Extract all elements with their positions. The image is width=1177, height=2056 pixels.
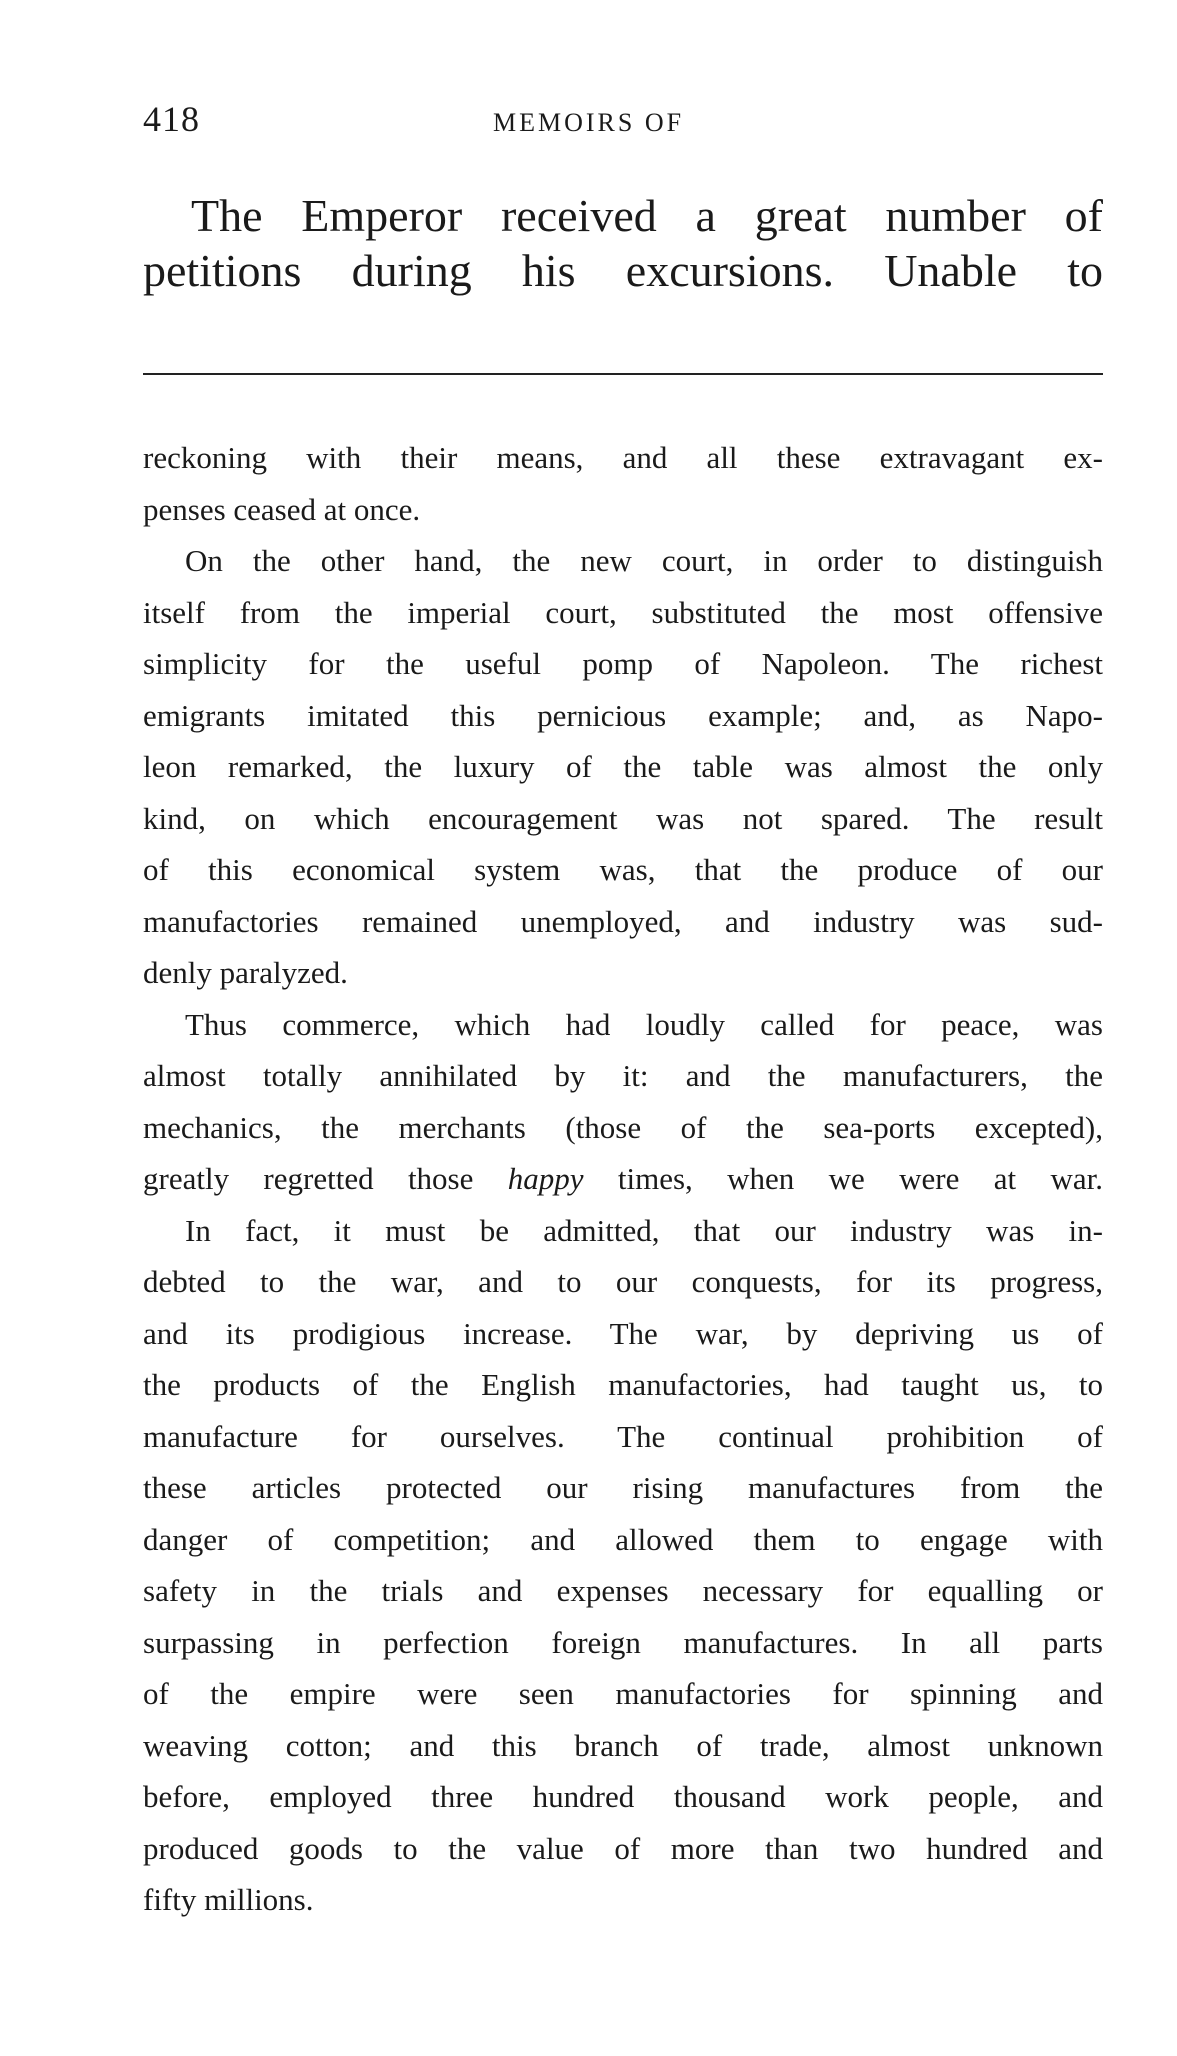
emphasized-word: happy [507,1161,584,1196]
text-line: simplicity for the useful pomp of Napoleon. The richest [143,646,1103,681]
running-head [143,98,1103,138]
text-line: these articles protected our rising manufactures from the [143,1470,1103,1505]
text-line: denly paralyzed. [143,955,348,990]
text-line: Thus commerce, which had loudly called for peace, was [185,1006,1103,1042]
upper-text-block [143,188,1103,298]
text-line: mechanics, the merchants (those of the sea-ports excepted), [143,1109,1103,1145]
lower-text-block [143,432,1103,1926]
text-line: In fact, it must be admitted, that our industry was in- [185,1212,1103,1248]
text-line: produced goods to the value of more than two hundred and [143,1830,1103,1866]
text-line: manufacture for ourselves. The continual prohibition of [143,1418,1103,1454]
text-line: the products of the English manufactories, had taught us, to [143,1367,1103,1402]
text-line: penses ceased at once. [143,491,421,527]
text-line: danger of competition; and allowed them to engage with [143,1521,1103,1557]
text-line: and its prodigious increase. The war, by depriving us of [143,1315,1103,1351]
text-line: kind, on which encouragement was not spared. The result [143,800,1103,836]
text-line: almost totally annihilated by it: and the manufacturers, the [143,1058,1103,1093]
page-number: 418 [143,99,200,139]
text-line: manufactories remained unemployed, and industry was sud- [143,903,1103,939]
text-line: surpassing in perfection foreign manufactures. In all parts [143,1624,1103,1660]
text-line: fifty millions. [143,1882,314,1917]
text-line: greatly regretted those happy times, when we were at war. [143,1161,1103,1196]
text-line: before, employed three hundred thousand work people, and [143,1779,1103,1814]
text-line: leon remarked, the luxury of the table was almost the only [143,749,1103,784]
text-line: reckoning with their means, and all these extravagant ex- [143,440,1103,475]
text-line: debted to the war, and to our conquests, for its progress, [143,1264,1103,1299]
text-line: On the other hand, the new court, in order to distinguish [185,543,1103,578]
text-line: safety in the trials and expenses necessary for equalling or [143,1573,1103,1608]
text-line: emigrants imitated this pernicious example; and, as Napo- [143,697,1103,733]
text-line: of this economical system was, that the produce of our [143,852,1103,887]
text-line: petitions during his excursions. Unable to [143,245,1103,296]
text-line: weaving cotton; and this branch of trade, almost unknown [143,1727,1103,1763]
running-title: MEMOIRS OF [493,108,685,137]
text-line: itself from the imperial court, substituted the most offensive [143,594,1103,630]
horizontal-rule [143,373,1103,375]
text-line: of the empire were seen manufactories for spinning and [143,1676,1103,1711]
text-line: The Emperor received a great number of [191,190,1103,241]
